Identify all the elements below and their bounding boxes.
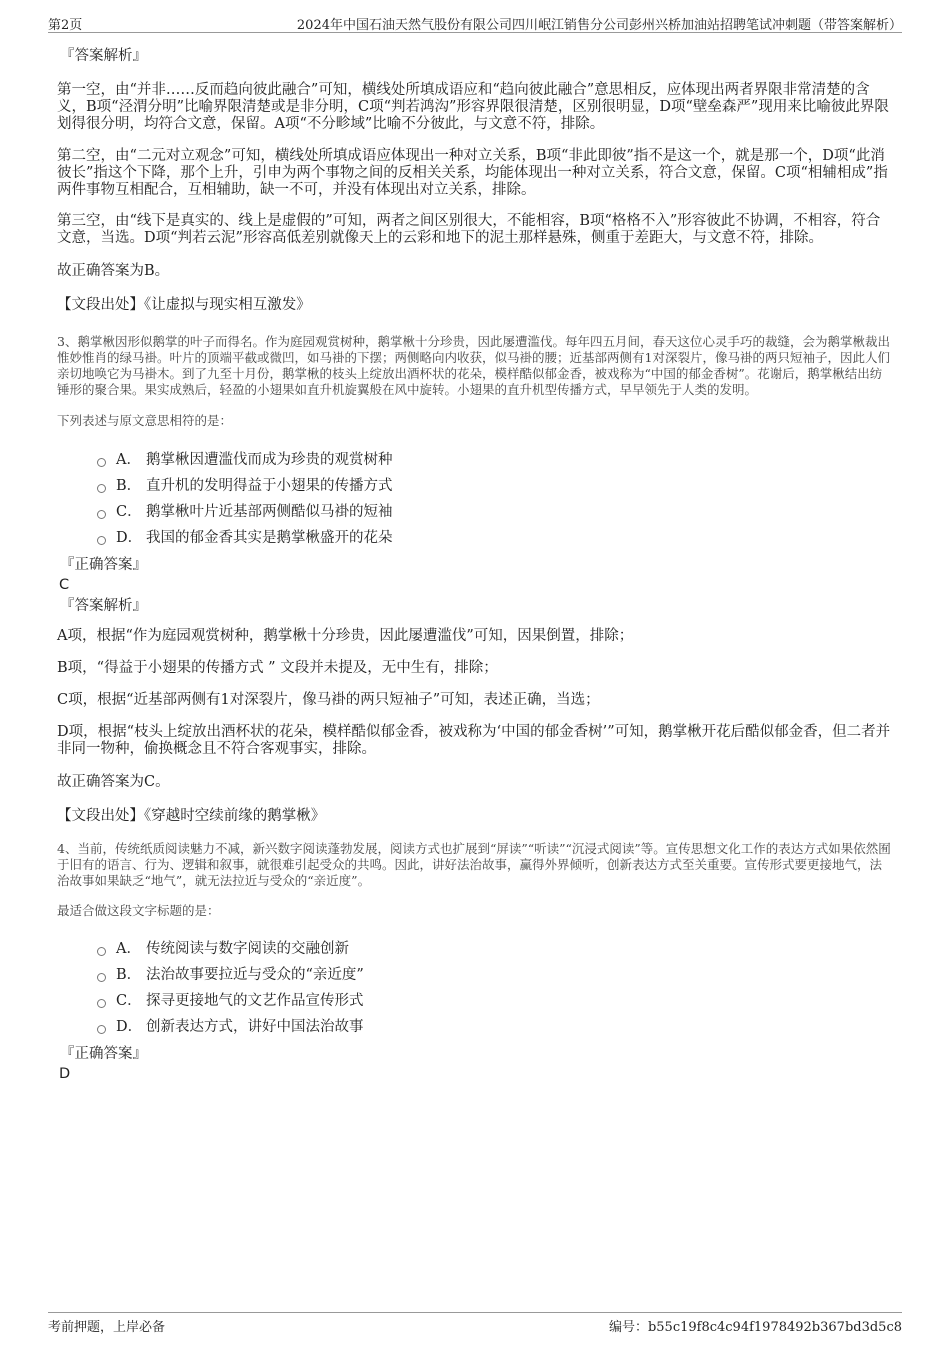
page-content (57, 47, 893, 1083)
radio-icon[interactable] (97, 947, 106, 956)
document-title: 2024年中国石油天然气股份有限公司四川岷江销售分公司彭州兴桥加油站招聘笔试冲刺题（带答案解析） (296, 18, 902, 33)
analysis-conclusion: 故正确答案为C。 (57, 774, 170, 790)
radio-icon[interactable] (97, 1025, 106, 1034)
radio-icon[interactable] (97, 510, 106, 519)
analysis-label: 『答案解析』 (60, 598, 147, 614)
footer-slogan: 考前押题，上岸必备 (48, 1320, 166, 1335)
option-c[interactable]: C． 探寻更接地气的文艺作品宣传形式 (97, 988, 893, 1014)
analysis-label: 『答案解析』 (60, 48, 147, 64)
question-prompt: 最适合做这段文字标题的是： (57, 903, 220, 918)
option-a[interactable]: A． 鹅掌楸因遭滥伐而成为珍贵的观赏树种 (97, 447, 893, 473)
correct-answer-label: 『正确答案』 (60, 1046, 147, 1062)
option-b[interactable]: B． 直升机的发明得益于小翅果的传播方式 (97, 473, 893, 499)
analysis-paragraph: 第一空，由“并非……反而趋向彼此融合”可知，横线处所填成语应和“趋向彼此融合”意思相反，应体现出两者界限非常清楚的含义，B项“泾渭分明”比喻界限清楚或是非分明，C项“判若鸿沟”形容界限很清楚，区别很明显，D项“壁垒森严”现用来比喻彼此界限划得很分明，均符合文意，保留。A项“不分畛域”比喻不分彼此，与文意不符，排除。 (57, 82, 889, 132)
correct-answer-label: 『正确答案』 (60, 557, 147, 573)
correct-answer: C (59, 577, 70, 593)
radio-icon[interactable] (97, 458, 106, 467)
question-prompt: 下列表述与原文意思相符的是： (57, 413, 233, 428)
option-a[interactable]: A． 传统阅读与数字阅读的交融创新 (97, 936, 893, 962)
page-footer (48, 1312, 902, 1335)
source-citation: 【文段出处】《让虚拟与现实相互激发》 (57, 297, 311, 313)
radio-icon[interactable] (97, 973, 106, 982)
radio-icon[interactable] (97, 999, 106, 1008)
page-number: 第2页 (48, 18, 83, 33)
analysis-paragraph: D项，根据“枝头上绽放出酒杯状的花朵，模样酷似郁金香，被戏称为‘中国的郁金香树’”可知，鹅掌楸开花后酷似郁金香，但二者并非同一物种，偷换概念且不符合客观事实，排除。 (57, 724, 891, 757)
radio-icon[interactable] (97, 484, 106, 493)
correct-answer: D (59, 1066, 71, 1082)
question-stem: 3、鹅掌楸因形似鹅掌的叶子而得名。作为庭园观赏树种，鹅掌楸十分珍贵，因此屡遭滥伐。每年四五月间，春天这位心灵手巧的裁缝，会为鹅掌楸裁出惟妙惟肖的绿马褂。叶片的顶端平截或微凹，如马褂的下摆；两侧略向内收获，似马褂的腰；近基部两侧有1对深裂片，像马褂的两只短袖子，因此人们亲切地唤它为马褂木。到了九至十月份，鹅掌楸的枝头上绽放出酒杯状的花朵，模样酷似郁金香，被戏称为“中国的郁金香树”。花谢后，鹅掌楸结出纺锤形的聚合果。果实成熟后，轻盈的小翅果如直升机旋翼般在风中旋转。小翅果的直升机型传播方式，早早领先于人类的发明。 (57, 334, 890, 397)
option-list (97, 447, 893, 551)
page-header (48, 12, 902, 33)
analysis-paragraph: C项，根据“近基部两侧有1对深裂片，像马褂的两只短袖子”可知，表述正确，当选； (57, 692, 600, 708)
option-d[interactable]: D． 我国的郁金香其实是鹅掌楸盛开的花朵 (97, 525, 893, 551)
option-c[interactable]: C． 鹅掌楸叶片近基部两侧酷似马褂的短袖 (97, 499, 893, 525)
question-stem: 4、当前，传统纸质阅读魅力不减，新兴数字阅读蓬勃发展，阅读方式也扩展到“屏读”“听读”“沉浸式阅读”等。宣传思想文化工作的表达方式如果依然囿于旧有的语言、行为、逻辑和叙事，就很难引起受众的共鸣。因此，讲好法治故事，赢得外界倾听，创新表达方式至关重要。宣传形式要更接地气，法治故事如果缺乏“地气”，就无法拉近与受众的“亲近度”。 (57, 841, 891, 888)
source-citation: 【文段出处】《穿越时空续前缘的鹅掌楸》 (57, 808, 326, 824)
analysis-conclusion: 故正确答案为B。 (57, 263, 170, 279)
analysis-paragraph: A项，根据“作为庭园观赏树种，鹅掌楸十分珍贵，因此屡遭滥伐”可知，因果倒置，排除； (57, 628, 634, 644)
analysis-paragraph: 第二空，由“二元对立观念”可知，横线处所填成语应体现出一种对立关系，B项“非此即彼”指不是这一个，就是那一个，D项“此消彼长”指这个下降，那个上升，引申为两个事物之间的反相关关系，均能体现出一种对立关系，符合文意，保留。C项“相辅相成”指两件事物互相配合，互相辅助，缺一不可，并没有体现出对立关系，排除。 (57, 148, 888, 198)
option-d[interactable]: D． 创新表达方式，讲好中国法治故事 (97, 1014, 893, 1040)
document-id: 编号：b55c19f8c4c94f1978492b367bd3d5c8 (608, 1320, 902, 1335)
analysis-paragraph: B项，“得益于小翅果的传播方式 ” 文段并未提及，无中生有，排除； (57, 660, 498, 676)
radio-icon[interactable] (97, 536, 106, 545)
analysis-paragraph: 第三空，由“线下是真实的、线上是虚假的”可知，两者之间区别很大，不能相容，B项“格格不入”形容彼此不协调，不相容，符合文意，当选。D项“判若云泥”形容高低差别就像天上的云彩和地下的泥土那样悬殊，侧重于差距大，与文意不符，排除。 (57, 213, 881, 246)
option-list (97, 936, 893, 1040)
option-b[interactable]: B． 法治故事要拉近与受众的“亲近度” (97, 962, 893, 988)
